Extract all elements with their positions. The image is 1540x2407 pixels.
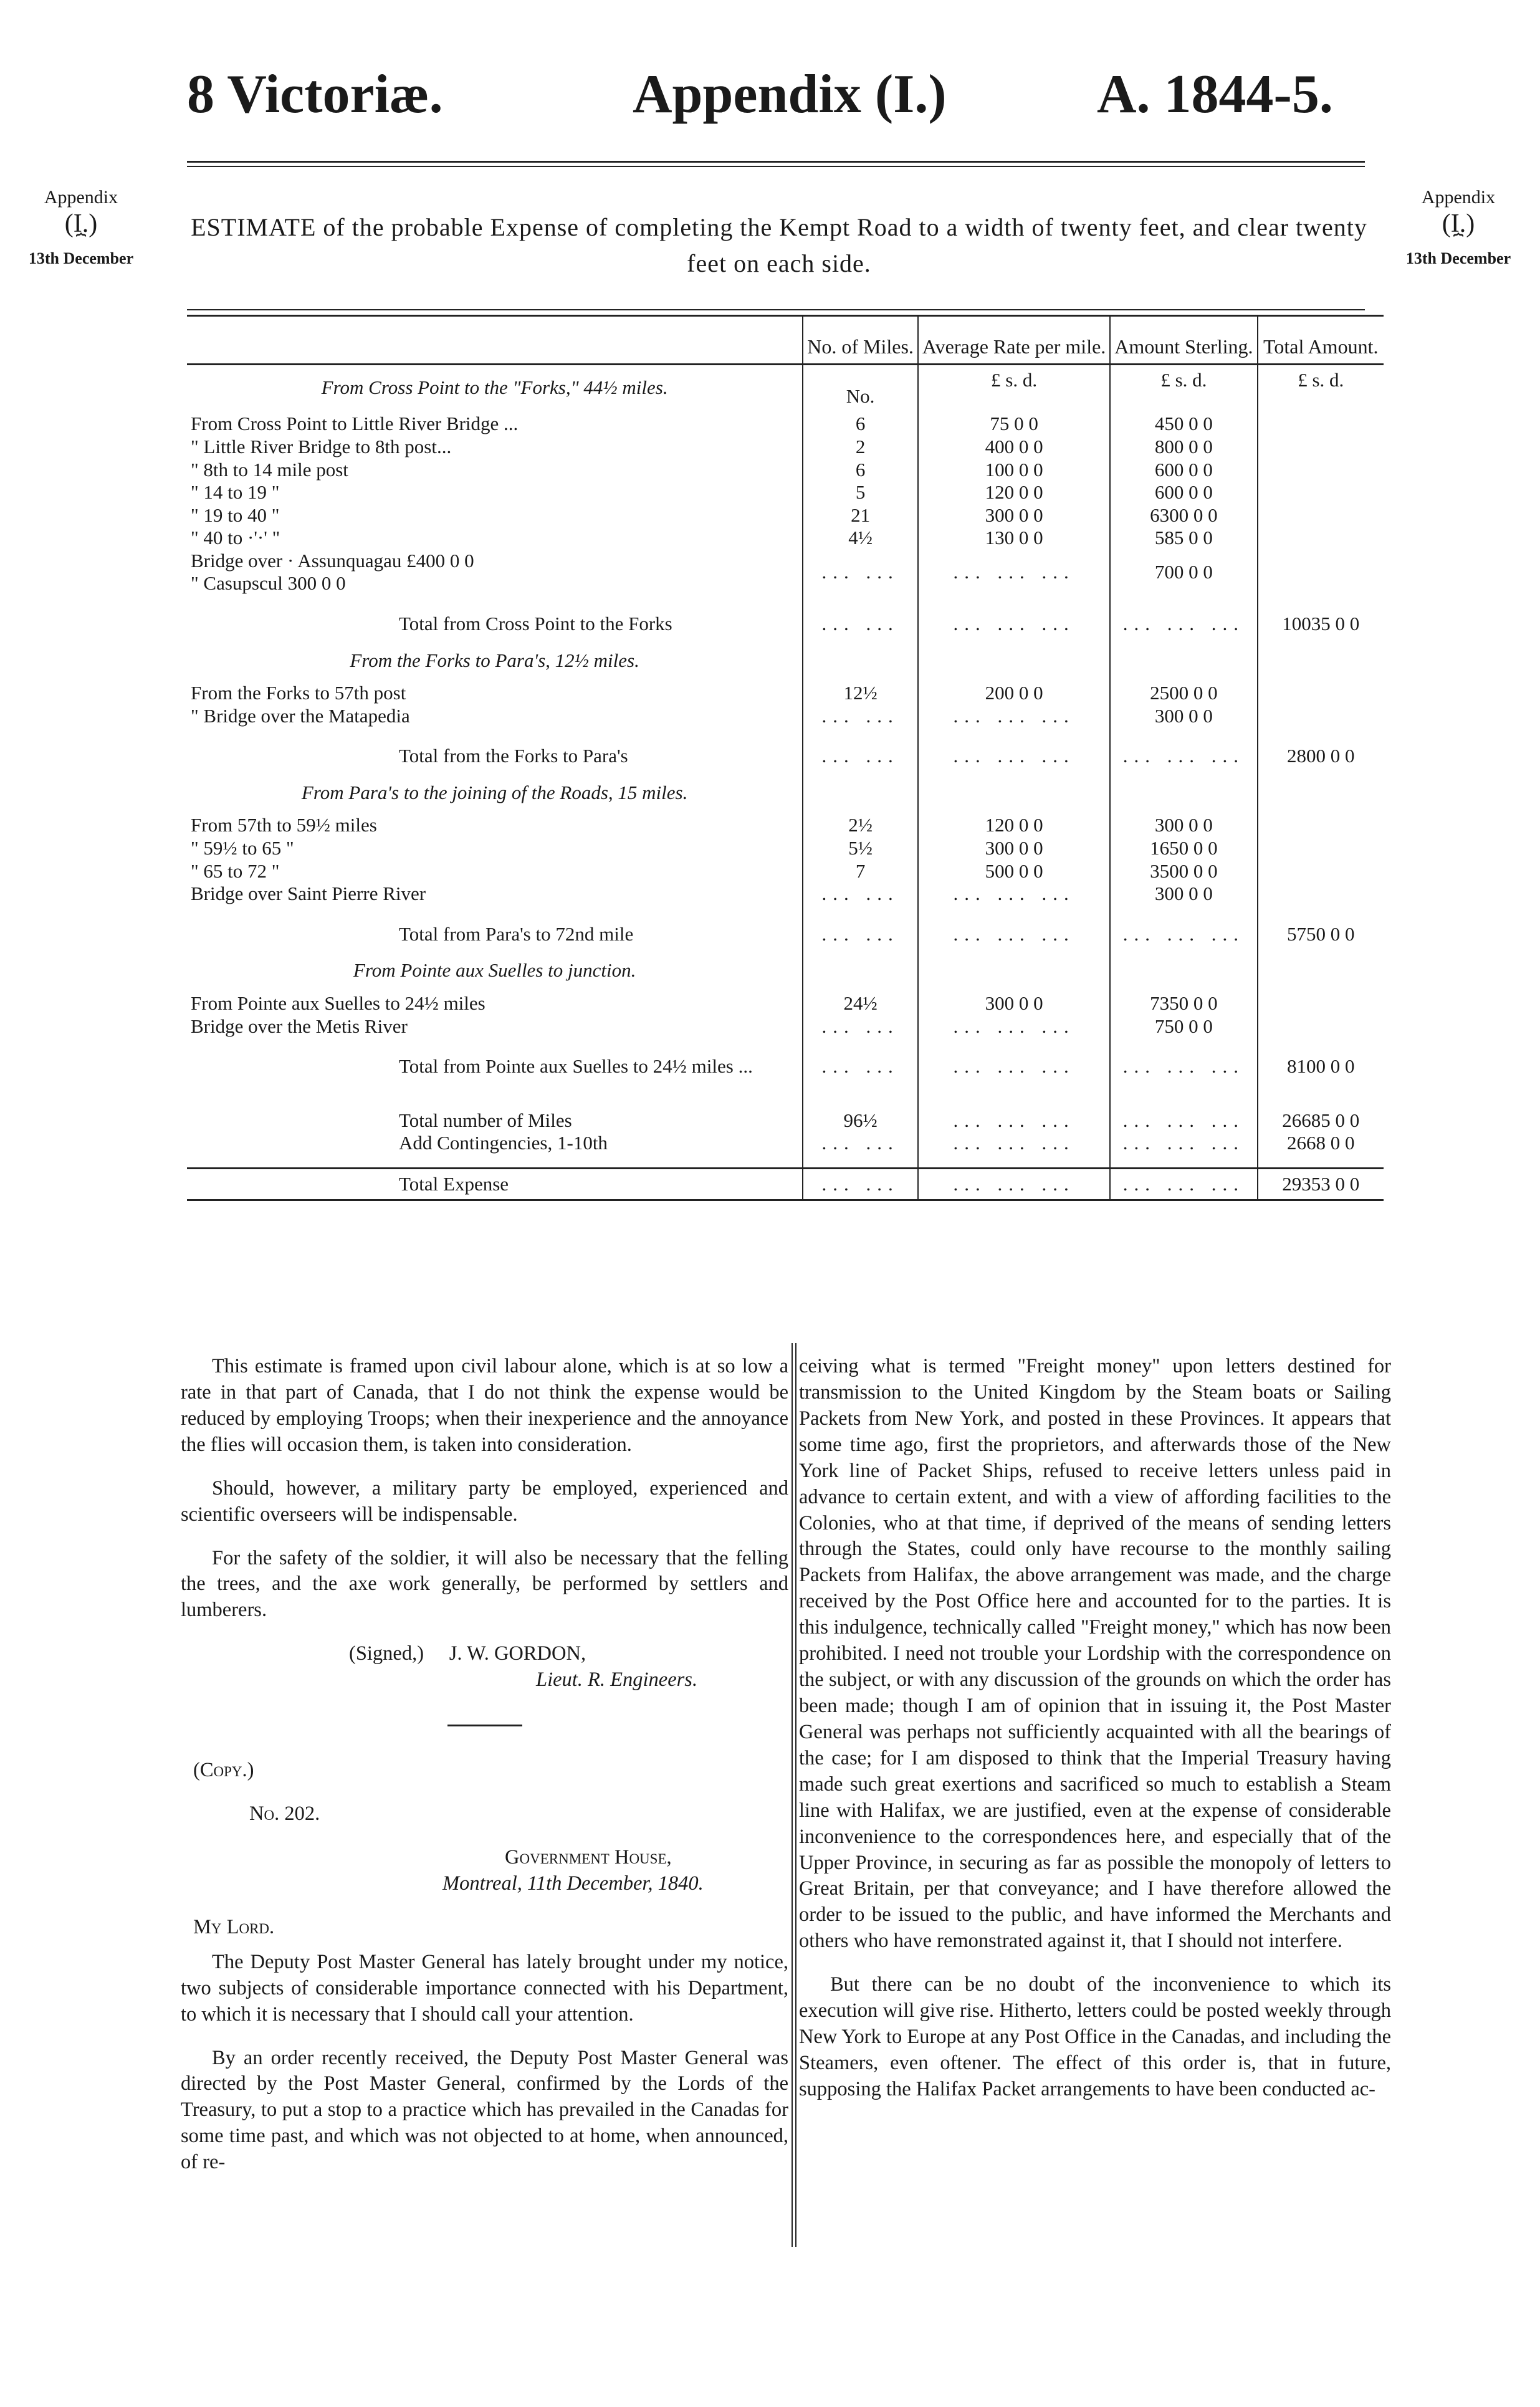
row-desc: " 8th to 14 mile post xyxy=(191,458,348,481)
subtotal-row xyxy=(187,906,1384,955)
letter-date: Montreal, 11th December, 1840. xyxy=(442,1872,704,1895)
estimate-table xyxy=(187,315,1384,1201)
col-rate-header: Average Rate per mile. xyxy=(918,316,1110,365)
subtotal-label: Total from Cross Point to the Forks xyxy=(399,613,672,634)
margin-note-label: Appendix xyxy=(1421,187,1496,208)
col-total-header: Total Amount. xyxy=(1258,316,1384,365)
separator-rule xyxy=(447,1725,522,1726)
row-miles: ... ... xyxy=(803,906,918,955)
paragraph: By an order recently received, the Deputy Post Master General was directed by the Post Master General, confirmed by the Lords of the Treasury, to put a stop to a practice which has prevailed in the Canadas for some time past, and which was not objected to at home, when announced, of re- xyxy=(181,2046,788,2174)
subtotal-row xyxy=(187,727,1384,777)
row-miles: ... ... xyxy=(803,595,918,644)
row-rate: 120 0 0 xyxy=(918,481,1110,504)
row-amount: 300 0 0 xyxy=(1110,808,1257,837)
summary-miles: 96½ xyxy=(803,1087,918,1132)
table-row xyxy=(187,986,1384,1015)
row-desc: " 59½ to 65 " xyxy=(191,837,294,859)
row-amount: 2500 0 0 xyxy=(1110,676,1257,705)
signer-rank: Lieut. R. Engineers. xyxy=(536,1668,698,1692)
unit-miles: No. xyxy=(803,364,918,408)
row-amount: ... ... ... xyxy=(1110,595,1257,644)
table-row xyxy=(187,504,1384,527)
subtotal-label: Total from the Forks to Para's xyxy=(399,745,628,767)
row-amount: 3500 0 0 xyxy=(1110,860,1257,883)
grand-total-amount: 29353 0 0 xyxy=(1258,1168,1384,1200)
row-rate: ... ... ... xyxy=(918,906,1110,955)
row-rate: ... ... ... xyxy=(918,1038,1110,1087)
subtotal-amount: 10035 0 0 xyxy=(1258,595,1384,644)
row-miles: 12½ xyxy=(803,676,918,705)
summary-total: 2668 0 0 xyxy=(1258,1132,1384,1168)
row-rate: ... ... ... xyxy=(918,705,1110,728)
row-rate: 400 0 0 xyxy=(918,436,1110,459)
margin-note-right xyxy=(1390,187,1527,267)
row-amount: 300 0 0 xyxy=(1110,883,1257,906)
row-desc: From Pointe aux Suelles to 24½ miles xyxy=(191,992,485,1014)
paragraph: For the safety of the soldier, it will also be necessary that the felling the trees, and the axe work generally, be performed by settlers and lumberers. xyxy=(181,1546,788,1622)
subtotal-amount: 5750 0 0 xyxy=(1258,906,1384,955)
row-desc: " 65 to 72 " xyxy=(191,859,280,882)
row-desc: From Cross Point to Little River Bridge ... xyxy=(191,413,519,435)
row-amount: ... ... ... xyxy=(1110,906,1257,955)
table-row xyxy=(187,705,1384,728)
margin-note-date: 13th December xyxy=(1405,249,1511,267)
column-divider xyxy=(795,1343,796,2247)
left-column xyxy=(181,1354,788,2193)
estimate-caption xyxy=(187,209,1371,282)
row-desc: From the Forks to 57th post xyxy=(191,682,406,704)
row-miles: 21 xyxy=(803,504,918,527)
row-desc: " Little River Bridge to 8th post... xyxy=(191,435,452,457)
letter-number: No. 202. xyxy=(249,1802,320,1826)
row-rate: 200 0 0 xyxy=(918,676,1110,705)
row-amount: 800 0 0 xyxy=(1110,436,1257,459)
unit-rate: £ s. d. xyxy=(918,364,1110,408)
row-desc: " 40 to ·'·' " xyxy=(191,527,280,549)
summary-row xyxy=(187,1087,1384,1132)
row-miles: 6 xyxy=(803,408,918,436)
row-amount: 600 0 0 xyxy=(1110,459,1257,482)
margin-note-number: (I.) xyxy=(64,209,98,238)
row-amount: 6300 0 0 xyxy=(1110,504,1257,527)
section-row xyxy=(187,364,1384,408)
section-row xyxy=(187,777,1384,808)
header-rule xyxy=(187,161,1365,163)
row-amount: 1650 0 0 xyxy=(1110,837,1257,860)
summary-label: Add Contingencies, 1-10th xyxy=(399,1132,608,1154)
subtotal-label: Total from Para's to 72nd mile xyxy=(399,922,634,945)
brace-icon: ⏞ xyxy=(75,233,87,253)
row-miles: ... ... xyxy=(803,1038,918,1087)
section-row xyxy=(187,954,1384,986)
table-row xyxy=(187,459,1384,482)
signer-name: J. W. GORDON, xyxy=(449,1642,586,1665)
row-rate: ... ... ... xyxy=(918,1015,1110,1038)
header-session: 8 Victoriæ. xyxy=(187,64,443,125)
row-rate: 100 0 0 xyxy=(918,459,1110,482)
row-desc: From 57th to 59½ miles xyxy=(191,814,377,836)
letter-place: Government House, xyxy=(505,1845,672,1869)
row-miles: 7 xyxy=(803,860,918,883)
row-rate: ... ... ... xyxy=(918,595,1110,644)
table-row xyxy=(187,550,1384,595)
table-row xyxy=(187,481,1384,504)
brace-icon: ⏞ xyxy=(1453,233,1464,253)
row-miles: 2½ xyxy=(803,808,918,837)
row-rate: ... ... ... xyxy=(918,883,1110,906)
signed-label: (Signed,) xyxy=(349,1642,424,1665)
row-desc: Bridge over the Metis River xyxy=(191,1015,408,1037)
row-rate: ... ... ... xyxy=(918,1087,1110,1132)
unit-amount: £ s. d. xyxy=(1110,364,1257,408)
row-amount: 585 0 0 xyxy=(1110,527,1257,550)
column-divider xyxy=(792,1343,793,2247)
right-column xyxy=(799,1354,1391,2120)
row-rate: 500 0 0 xyxy=(918,860,1110,883)
signature-block xyxy=(349,1641,788,1693)
row-desc: Bridge over Saint Pierre River xyxy=(191,883,426,905)
margin-note-left xyxy=(12,187,150,267)
bridge-line-1: Bridge over · Assunquagau £400 0 0 xyxy=(191,549,474,572)
table-row xyxy=(187,860,1384,883)
row-desc: " Bridge over the Matapedia xyxy=(191,704,410,727)
row-amount: 600 0 0 xyxy=(1110,481,1257,504)
table-row xyxy=(187,837,1384,860)
section-title: From Para's to the joining of the Roads, 15 miles. xyxy=(301,781,688,803)
header-rule-2 xyxy=(187,166,1365,167)
row-miles: ... ... xyxy=(803,550,918,595)
grand-total-row xyxy=(187,1168,1384,1200)
margin-note-label: Appendix xyxy=(44,187,118,208)
row-amount: 450 0 0 xyxy=(1110,408,1257,436)
row-amount: ... ... ... xyxy=(1110,1038,1257,1087)
subtotal-row xyxy=(187,1038,1384,1087)
col-miles-header: No. of Miles. xyxy=(803,316,918,365)
row-desc: " 14 to 19 " xyxy=(191,481,280,504)
summary-label: Total number of Miles xyxy=(399,1109,572,1131)
summary-miles: ... ... xyxy=(803,1132,918,1168)
row-rate: ... ... ... xyxy=(918,1132,1110,1168)
subtotal-amount: 2800 0 0 xyxy=(1258,727,1384,777)
row-miles: ... ... xyxy=(803,705,918,728)
table-row xyxy=(187,1015,1384,1038)
margin-note-date: 13th December xyxy=(28,249,134,267)
section-title: From the Forks to Para's, 12½ miles. xyxy=(350,649,639,671)
table-row xyxy=(187,436,1384,459)
summary-total: 26685 0 0 xyxy=(1258,1087,1384,1132)
caption-lead: ESTIMATE xyxy=(191,213,317,241)
caption-text: of the probable Expense of completing the Kempt Road to a width of twenty feet, and clear twenty feet on each side. xyxy=(323,213,1367,277)
grand-total-label: Total Expense xyxy=(187,1168,803,1200)
row-amount: 300 0 0 xyxy=(1110,705,1257,728)
table-row xyxy=(187,408,1384,436)
salutation: My Lord. xyxy=(193,1915,275,1938)
row-miles: 5 xyxy=(803,481,918,504)
table-header-row xyxy=(187,316,1384,365)
subtotal-label: Total from Pointe aux Suelles to 24½ miles ... xyxy=(399,1055,753,1078)
paragraph: But there can be no doubt of the inconvenience to which its execution will give rise. Hitherto, letters could be posted weekly through New York to Europe at any Post Office in the Canadas, and including the Steamers, even oftener. The effect of this order is, that in future, supposing the Halifax Packet arrangements to have been conducted ac- xyxy=(799,1973,1391,2100)
row-miles: 6 xyxy=(803,459,918,482)
row-rate: 75 0 0 xyxy=(918,408,1110,436)
row-miles: 2 xyxy=(803,436,918,459)
paragraph: ceiving what is termed "Freight money" upon letters destined for transmission to the United Kingdom by the Steam boats or Sailing Packets from New York, and posted in these Provinces. It appears that some time ago, first the proprietors, and afterwards those of the New York line of Packet Ships, refused to receive letters unless paid in advance to certain extent, and with a view of affording facilities to the Colonies, who at that time, if deprived of the means of sending letters through the States, could only have recourse to the monthly sailing Packets from Halifax, the above arrangement was made, and the charge received by the Post Office here and accounted for to the parties. It is this indulgence, technically called "Freight money," which has now been prohibited. I need not trouble your Lordship with the correspondence on the subject, or with any discussion of the grounds on which the order has been made; though I am of opinion that in issuing it, the Post Master General was perhaps not sufficiently acquainted with all the bearings of the case; for I am disposed to think that the Imperial Treasury having made such great exertions and sacrificed so much to establish a Steam line with Halifax, we are justified, even at the expense of considerable inconvenience to the correspondences here, and especially that of the Upper Province, in securing as far as possible the monopoly of letters to Great Britain, per that conveyance; and I have therefore allowed the order to be issued to the public, and have informed the Merchants and others who have remonstrated against it, that I should not interfere. xyxy=(799,1355,1391,1953)
section-title: From Cross Point to the "Forks," 44½ miles. xyxy=(321,376,668,398)
bridge-line-2: " Casupscul 300 0 0 xyxy=(191,572,346,595)
summary-row xyxy=(187,1132,1384,1168)
row-rate: ... ... ... xyxy=(918,550,1110,595)
row-amount: 750 0 0 xyxy=(1110,1015,1257,1038)
row-rate: ... ... ... xyxy=(918,1168,1110,1200)
section-title: From Pointe aux Suelles to junction. xyxy=(353,959,636,982)
header-year: A. 1844-5. xyxy=(1097,64,1333,125)
table-row xyxy=(187,676,1384,705)
unit-total: £ s. d. xyxy=(1258,364,1384,408)
row-miles: 24½ xyxy=(803,986,918,1015)
row-miles: ... ... xyxy=(803,883,918,906)
subtotal-row xyxy=(187,595,1384,644)
row-amount: ... ... ... xyxy=(1110,1087,1257,1132)
row-rate: 300 0 0 xyxy=(918,504,1110,527)
row-amount: ... ... ... xyxy=(1110,1168,1257,1200)
row-amount: ... ... ... xyxy=(1110,1132,1257,1168)
row-miles: ... ... xyxy=(803,1015,918,1038)
col-amount-header: Amount Sterling. xyxy=(1110,316,1257,365)
row-rate: 120 0 0 xyxy=(918,808,1110,837)
header-appendix: Appendix (I.) xyxy=(633,64,947,125)
subtotal-amount: 8100 0 0 xyxy=(1258,1038,1384,1087)
row-rate: 300 0 0 xyxy=(918,986,1110,1015)
paragraph: Should, however, a military party be employed, experienced and scientific overseers will be indispensable. xyxy=(181,1476,788,1526)
row-desc: " 19 to 40 " xyxy=(191,504,280,526)
table-row xyxy=(187,527,1384,550)
paragraph: The Deputy Post Master General has lately brought under my notice, two subjects of considerable importance connected with his Department, to which it is necessary that I should call your attention. xyxy=(181,1950,788,2026)
row-miles: ... ... xyxy=(803,1168,918,1200)
row-amount: ... ... ... xyxy=(1110,727,1257,777)
row-rate: ... ... ... xyxy=(918,727,1110,777)
row-desc xyxy=(187,550,803,595)
row-amount: 7350 0 0 xyxy=(1110,986,1257,1015)
row-miles: 4½ xyxy=(803,527,918,550)
section-row xyxy=(187,644,1384,676)
row-amount: 700 0 0 xyxy=(1110,550,1257,595)
caption-rule xyxy=(187,309,1365,310)
row-miles: ... ... xyxy=(803,727,918,777)
row-rate: 300 0 0 xyxy=(918,837,1110,860)
row-rate: 130 0 0 xyxy=(918,527,1110,550)
row-miles: 5½ xyxy=(803,837,918,860)
margin-note-number: (I.) xyxy=(1442,209,1475,238)
table-row xyxy=(187,808,1384,837)
table-row xyxy=(187,883,1384,906)
paragraph: This estimate is framed upon civil labour alone, which is at so low a rate in that part of Canada, that I do not think the expense would be reduced by employing Troops; when their inexperience and the annoyance the flies will occasion them, is taken into consideration. xyxy=(181,1355,788,1456)
copy-label: (Copy.) xyxy=(193,1759,254,1782)
